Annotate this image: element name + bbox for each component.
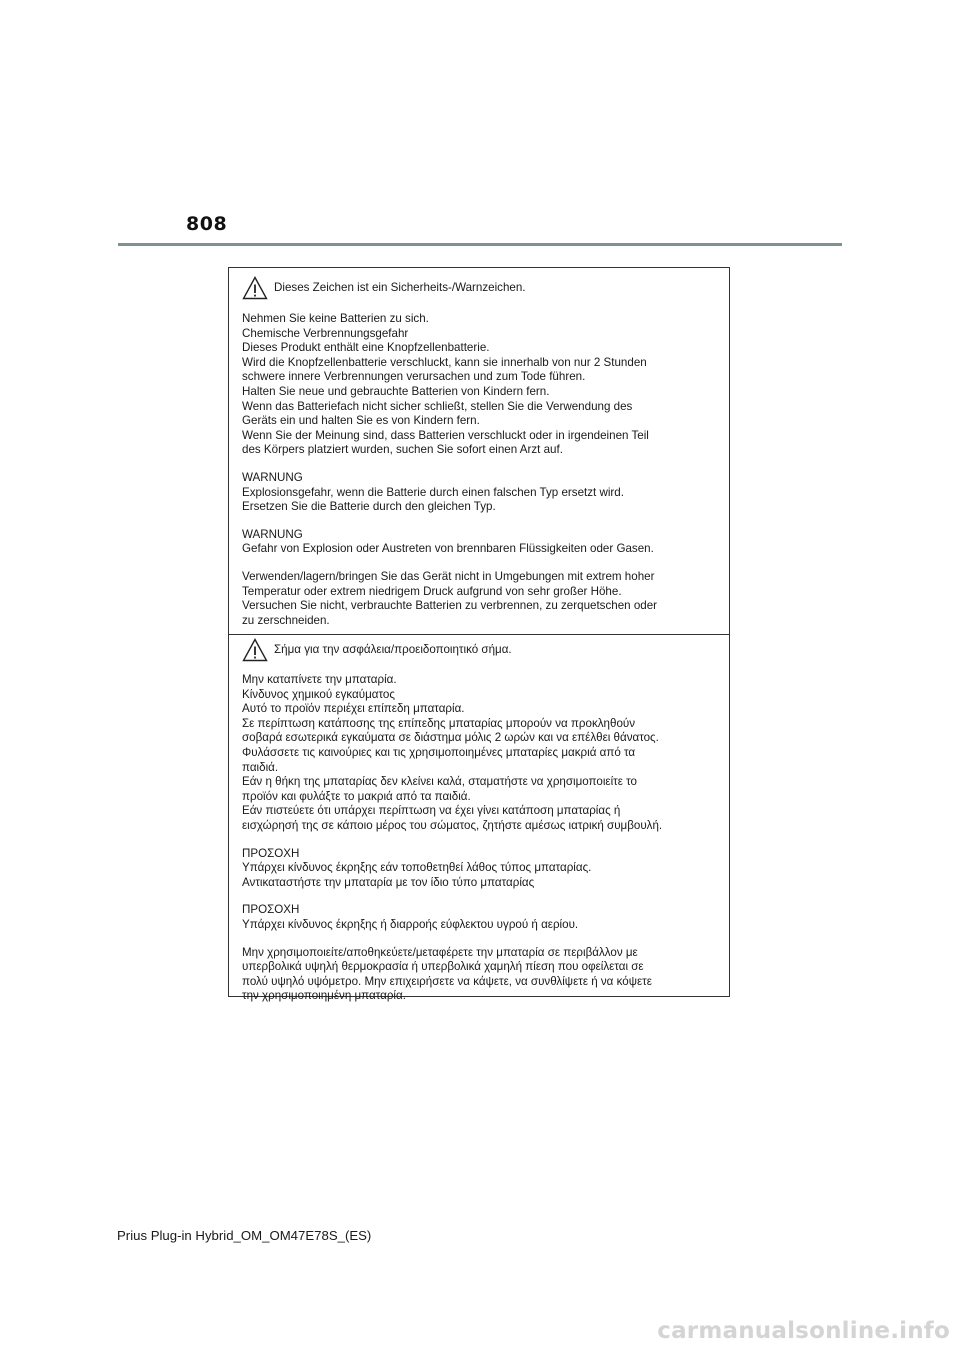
battery-warning-box (228, 267, 730, 1003)
header-rule (118, 243, 842, 246)
explosion-warning-german-1: WARNUNG Explosionsgefahr, wenn die Batterie durch einen falschen Typ ersetzt wird. Ersetzen Sie die Batterie durch den gleichen Typ. (242, 470, 624, 514)
warning-section-german (229, 268, 729, 634)
symbol-line-german (242, 276, 719, 300)
page-number: 808 (186, 213, 228, 235)
environment-warning-greek: Μην χρησιμοποιείτε/αποθηκεύετε/μεταφέρετε την μπαταρία σε περιβάλλον με υπερβολικά υψηλή θερμοκρασία ή υπερβολικά χαμηλή πίεση που οφείλεται σε πολύ υψηλό υψόμετρο. Μην επιχειρήσετε να κάψετε, να συνθλίψετε ή να κόψετε την χρησιμοποιημένη μπαταρία. (242, 945, 652, 1003)
symbol-description-german: Dieses Zeichen ist ein Sicherheits-/Warnzeichen. (274, 281, 526, 294)
document-footer: Prius Plug-in Hybrid_OM_OM47E78S_(ES) (117, 1228, 372, 1243)
ingestion-warning-greek: Μην καταπίνετε την μπαταρία. Κίνδυνος χημικού εγκαύματος Αυτό το προϊόν περιέχει επίπεδη μπαταρία. Σε περίπτωση κατάποσης της επίπεδης μπαταρίας μπορούν να προκληθούν σοβαρά εσωτερικά εγκαύματα σε διάστημα μόλις 2 ωρών και να επέλθει θάνατος. Φυλάσσετε τις καινούριες και τις χρησιμοποιημένες μπαταρίες μακριά από τα παιδιά. Εάν η θήκη της μπαταρίας δεν κλείνει καλά, σταματήστε να χρησιμοποιείτε το προϊόν και φυλάξτε το μακριά από τα παιδιά. Εάν πιστεύετε ότι υπάρχει περίπτωση να έχει γίνει κατάποση μπαταρίας ή εισχώρησή της σε κάποιο μέρος του σώματος, ζητήστε αμέσως ιατρική συμβουλή. (242, 673, 663, 832)
explosion-warning-greek-2: ΠΡΟΣΟΧΗ Υπάρχει κίνδυνος έκρηξης ή διαρροής εύφλεκτου υγρού ή αερίου. (242, 903, 579, 931)
warning-triangle-icon (242, 276, 268, 300)
symbol-description-greek: Σήμα για την ασφάλεια/προειδοποιητικό σήμα. (274, 643, 512, 656)
explosion-warning-german-2: WARNUNG Gefahr von Explosion oder Austreten von brennbaren Flüssigkeiten oder Gasen. (242, 527, 654, 556)
watermark: carmanualsonline.info (657, 1318, 950, 1344)
symbol-line-greek (242, 638, 719, 662)
warning-triangle-icon (242, 638, 268, 662)
environment-warning-german: Verwenden/lagern/bringen Sie das Gerät nicht in Umgebungen mit extrem hoher Temperatur oder extrem niedrigem Druck aufgrund von sehr großer Höhe. Versuchen Sie nicht, verbrauchte Batterien zu verbrennen, zu zerquetschen oder zu zerschneiden. (242, 569, 658, 627)
warning-section-greek (229, 634, 729, 1003)
ingestion-warning-german: Nehmen Sie keine Batterien zu sich. Chemische Verbrennungsgefahr Dieses Produkt enthält eine Knopfzellenbatterie. Wird die Knopfzellenbatterie verschluckt, kann sie innerhalb von nur 2 Stunden schwere innere Verbrennungen verursachen und zum Tode führen. Halten Sie neue und gebrauchte Batterien von Kindern fern. Wenn das Batteriefach nicht sicher schließt, stellen Sie die Verwendung des Geräts ein und halten Sie es von Kindern fern. Wenn Sie der Meinung sind, dass Batterien verschluckt oder in irgendeinen Teil des Körpers platziert wurden, suchen Sie sofort einen Arzt auf. (242, 312, 649, 457)
explosion-warning-greek-1: ΠΡΟΣΟΧΗ Υπάρχει κίνδυνος έκρηξης εάν τοποθετηθεί λάθος τύπος μπαταρίας. Αντικαταστήστε την μπαταρία με τον ίδιο τύπο μπαταρίας (242, 846, 592, 889)
